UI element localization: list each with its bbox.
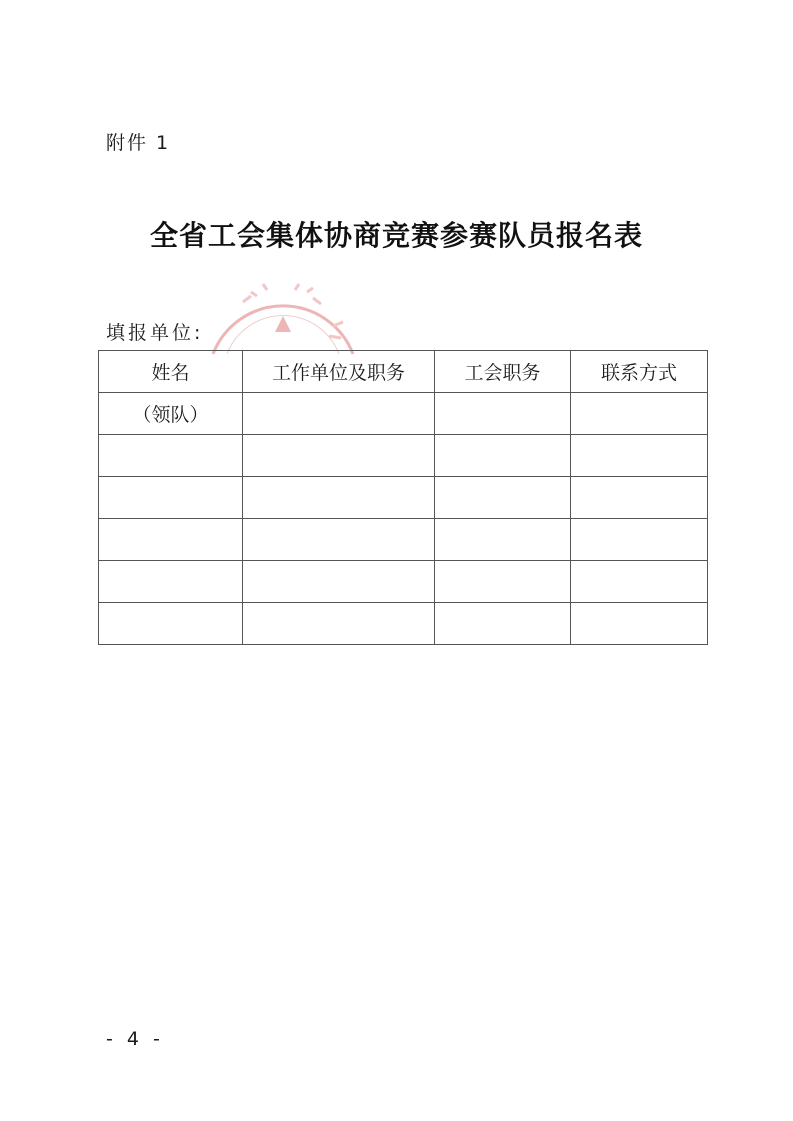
cell-work-unit[interactable] [243,435,435,477]
registration-table [98,350,708,645]
table-row [99,519,708,561]
cell-union-position[interactable] [435,519,571,561]
header-work-unit-position: 工作单位及职务 [243,351,435,393]
cell-contact[interactable] [571,435,708,477]
cell-name[interactable] [99,561,243,603]
cell-work-unit[interactable] [243,393,435,435]
table-row [99,393,708,435]
cell-union-position[interactable] [435,393,571,435]
header-union-position: 工会职务 [435,351,571,393]
header-name: 姓名 [99,351,243,393]
cell-name[interactable] [99,435,243,477]
cell-union-position[interactable] [435,561,571,603]
form-title: 全省工会集体协商竞赛参赛队员报名表 [149,219,643,252]
cell-contact[interactable] [571,393,708,435]
cell-contact[interactable] [571,477,708,519]
fill-unit-label: 填报单位: [106,322,204,344]
cell-name[interactable] [99,519,243,561]
cell-contact[interactable] [571,519,708,561]
header-contact: 联系方式 [571,351,708,393]
table-header-row [99,351,708,393]
page-number: - 4 - [106,1028,164,1050]
table-row [99,603,708,645]
cell-contact[interactable] [571,561,708,603]
cell-work-unit[interactable] [243,477,435,519]
cell-work-unit[interactable] [243,519,435,561]
table-row [99,477,708,519]
cell-work-unit[interactable] [243,561,435,603]
cell-name[interactable] [99,477,243,519]
cell-name[interactable] [99,603,243,645]
official-seal [203,262,363,358]
table-row [99,435,708,477]
cell-name[interactable]: （领队） [99,393,243,435]
attachment-label: 附件 1 [106,132,171,154]
cell-contact[interactable] [571,603,708,645]
table-row [99,561,708,603]
cell-union-position[interactable] [435,603,571,645]
cell-union-position[interactable] [435,435,571,477]
cell-union-position[interactable] [435,477,571,519]
cell-work-unit[interactable] [243,603,435,645]
